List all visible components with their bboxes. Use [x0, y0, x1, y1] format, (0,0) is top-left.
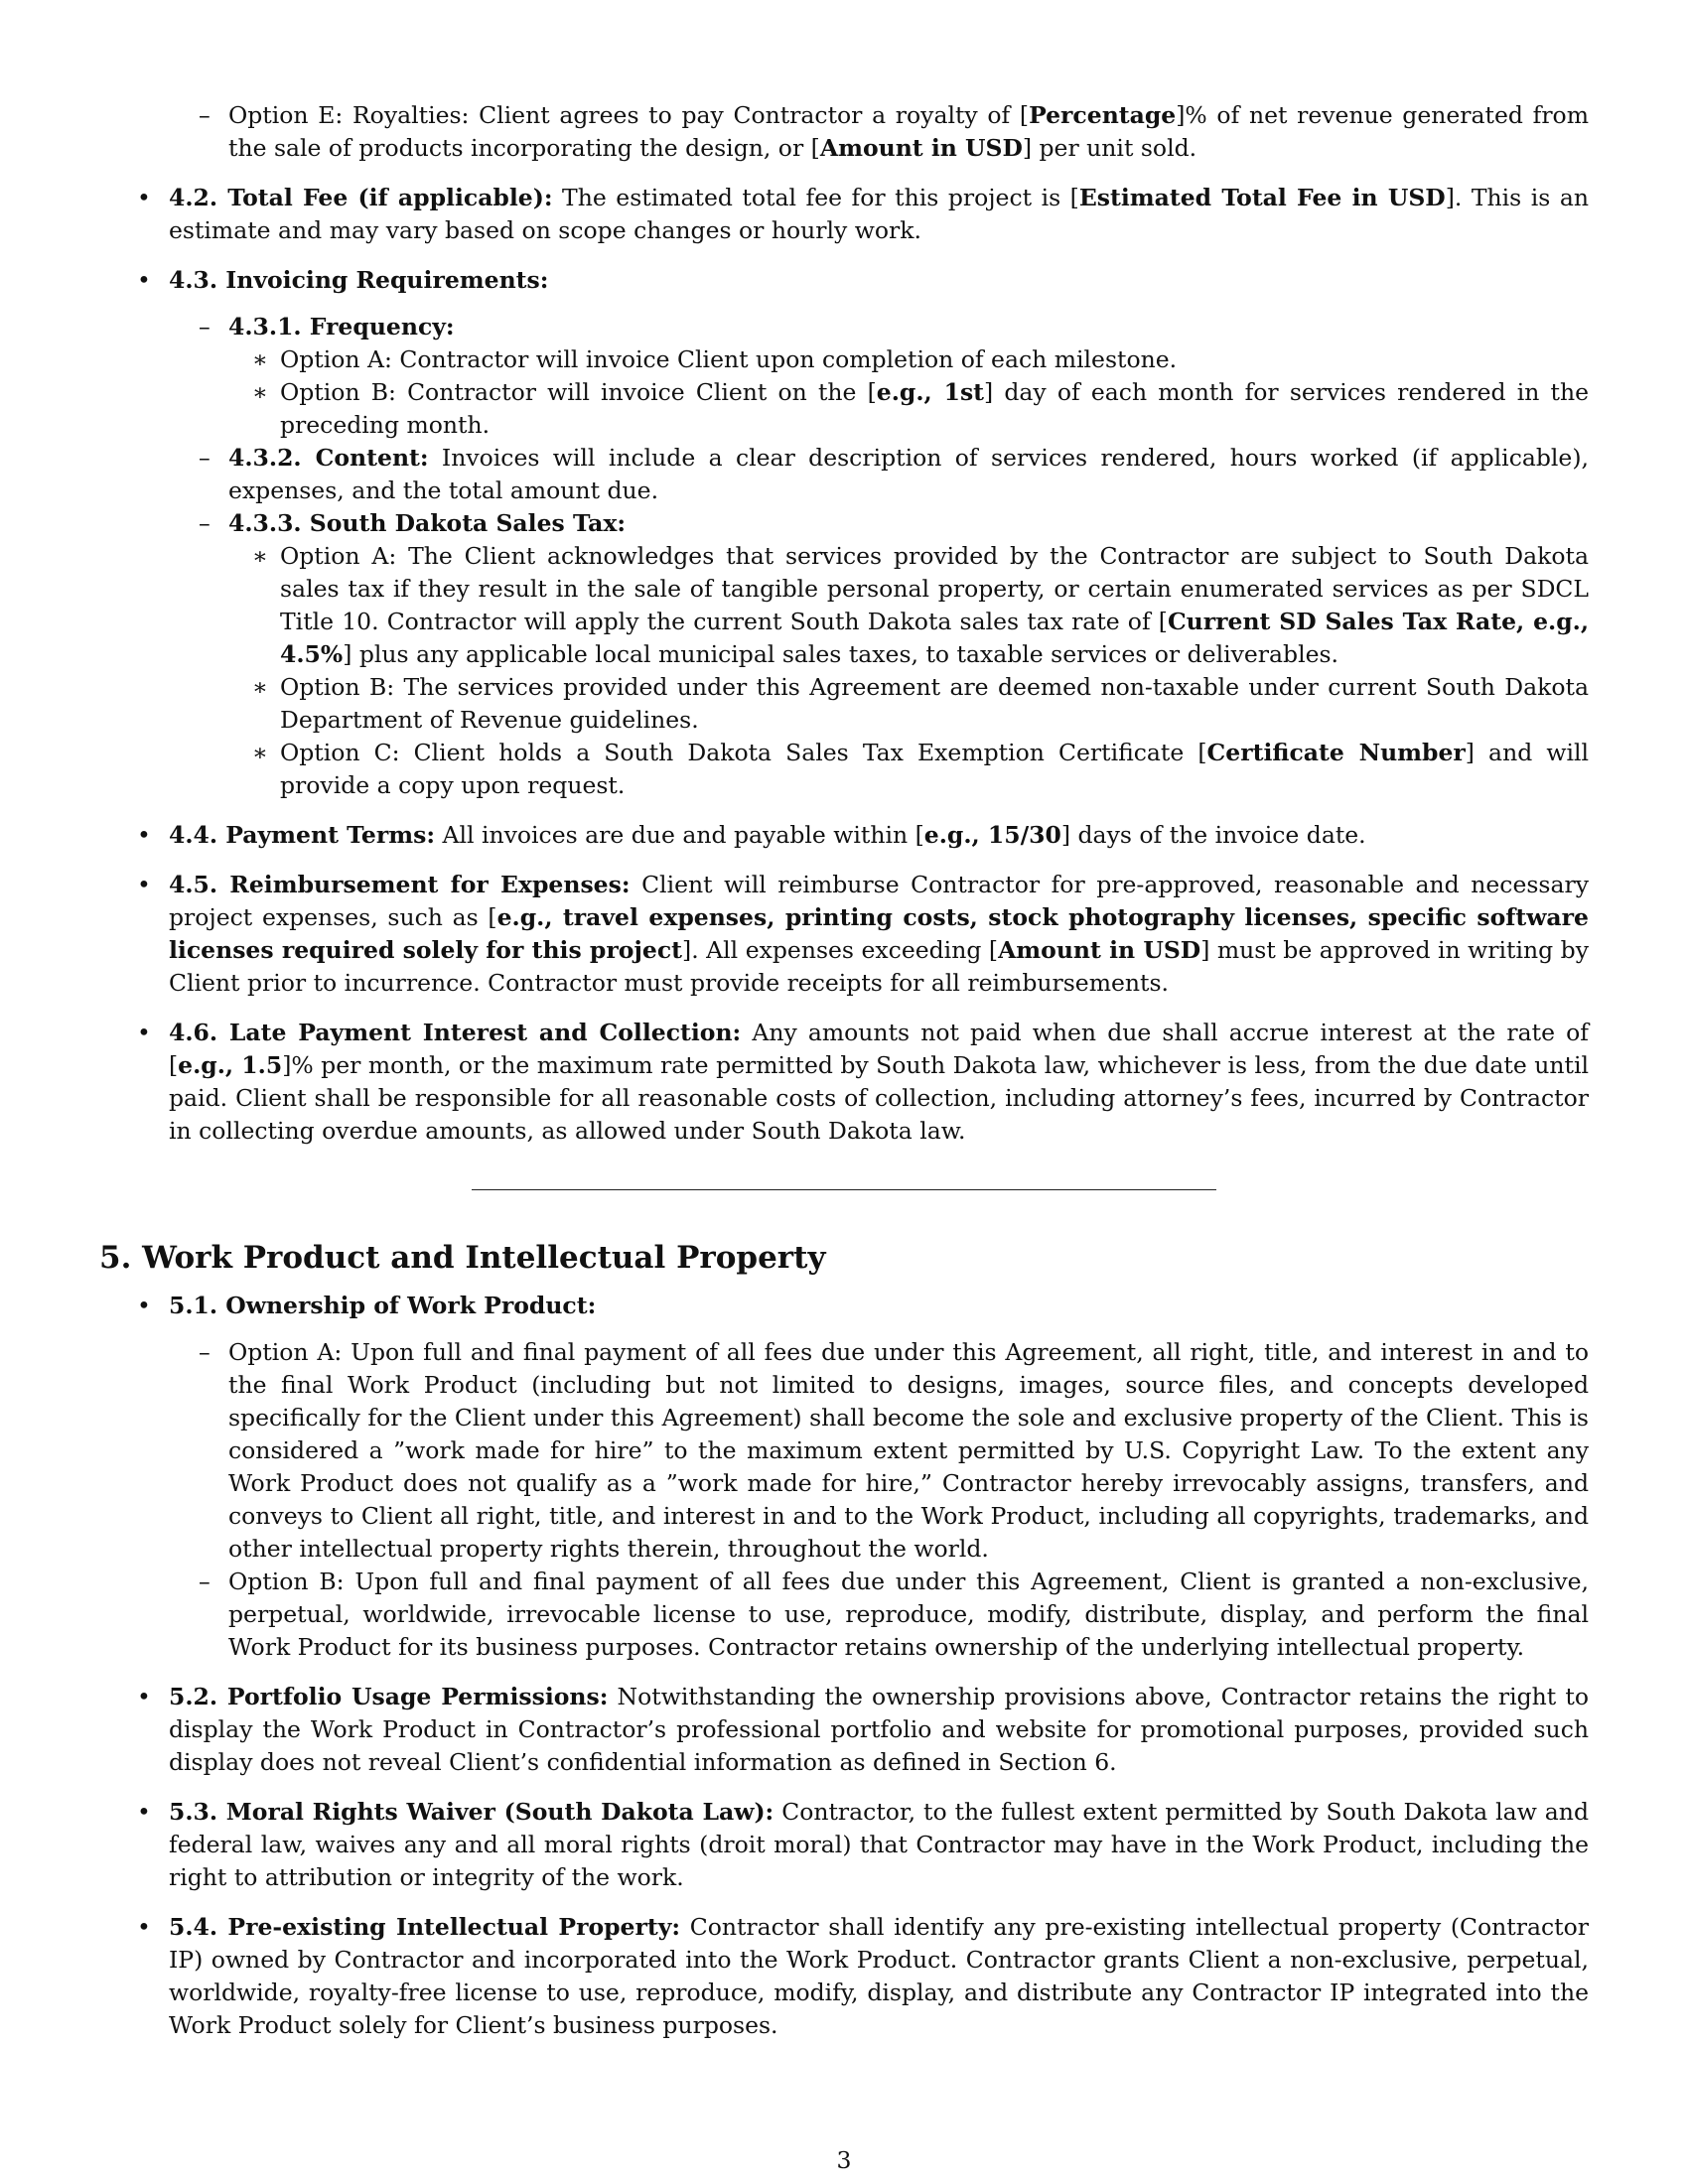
clause-4-5: • 4.5. Reimbursement for Expenses: Client will reimburse Contractor for pre-approved, reasonable and necessary project expenses, such as [e.g., travel expenses, printing costs, stock photography licenses, specific software licenses required solely for this project]. All expenses exceeding [Amount in USD] must be approved in writing by Client prior to incurrence. Contractor must provide receipts for all reimbursements.: [99, 869, 1589, 1000]
section-5-list: [99, 1290, 1589, 2042]
section-4-list: [99, 182, 1589, 1148]
section-5-heading: 5. Work Product and Intellectual Property: [99, 1240, 826, 1276]
frequency-option-b: ∗ Option B: Contractor will invoice Client on the [e.g., 1st] day of each month for services rendered in the preceding month.: [228, 376, 1589, 442]
page-number: 3: [836, 2146, 852, 2174]
tax-option-a: ∗ Option A: The Client acknowledges that services provided by the Contractor are subject to South Dakota sales tax if they result in the sale of tangible personal property, or certain enumerated services as per SDCL Title 10. Contractor will apply the current South Dakota sales tax rate of [Current SD Sales Tax Rate, e.g., 4.5%] plus any applicable local municipal sales taxes, to taxable services or deliverables.: [228, 540, 1589, 671]
clause-4-3-2: – 4.3.2. Content: Invoices will include a clear description of services rendered, hours worked (if applicable), expenses, and the total amount due.: [169, 442, 1589, 507]
clause-4-3-1: – 4.3.1. Frequency: ∗ Option A: Contractor will invoice Client upon completion of each milestone. ∗ Option B: Contractor will invoice Client on the [e.g., 1st] day of each month for services rendered in the preceding month.: [169, 311, 1589, 442]
section-divider: [472, 1189, 1216, 1190]
clause-5-1: • 5.1. Ownership of Work Product: – Option A: Upon full and final payment of all fees due under this Agreement, all right, title, and interest in and to the final Work Product (including but not limited to designs, images, source files, and concepts developed specifically for the Client under this Agreement) shall become the sole and exclusive property of the Client. This is considered a ”work made for hire” to the maximum extent permitted by U.S. Copyright Law. To the extent any Work Product does not qualify as a ”work made for hire,” Contractor hereby irrevocably assigns, transfers, and conveys to Client all right, title, and interest in and to the Work Product, including all copyrights, trademarks, and other intellectual property rights therein, throughout the world. – Option B: Upon full and final payment of all fees due under this Agreement, Client is granted a non-exclusive, perpetual, worldwide, irrevocable license to use, reproduce, modify, distribute, display, and perform the final Work Product for its business purposes. Contractor retains ownership of the underlying intellectual property.: [99, 1290, 1589, 1664]
clause-4-4: • 4.4. Payment Terms: All invoices are due and payable within [e.g., 15/30] days of the invoice date.: [99, 819, 1589, 852]
clause-5-3: • 5.3. Moral Rights Waiver (South Dakota Law): Contractor, to the fullest extent permitted by South Dakota law and federal law, waives any and all moral rights (droit moral) that Contractor may have in the Work Product, including the right to attribution or integrity of the work.: [99, 1796, 1589, 1894]
clause-4-3: • 4.3. Invoicing Requirements: – 4.3.1. Frequency: ∗ Option A: Contractor will invoice Client upon completion of each milestone. ∗ Option B: Contractor will invoice Client on the [e.g., 1st] day of each month for services rendered in the preceding month. – 4.3.2. Content: Invoices will include a clear description of services rendered, hours worked (if applicable), expenses, and the total amount due. – 4.3.3. South Dakota Sales Tax: ∗ Option A: The Client acknowledges that services provided by the Contractor are subject to South Dakota sales tax if they result in the sale of tangible personal property, or certain enumerated services as per SDCL Title 10. Contractor will apply the current South Dakota sales tax rate of [Current SD Sales Tax Rate, e.g., 4.5%] plus any applicable local municipal sales taxes, to taxable services or deliverables. ∗ Option B: The services provided under this Agreement are deemed non-taxable under current South Dakota Department of Revenue guidelines. ∗ Option C: Client holds a South Dakota Sales Tax Exemption Certificate [Certificate Number] and will provide a copy upon request.: [99, 264, 1589, 802]
clause-5-4: • 5.4. Pre-existing Intellectual Property: Contractor shall identify any pre-existing intellectual property (Contractor IP) owned by Contractor and incorporated into the Work Product. Contractor grants Client a non-exclusive, perpetual, worldwide, royalty-free license to use, reproduce, modify, display, and distribute any Contractor IP integrated into the Work Product solely for Client’s business purposes.: [99, 1911, 1589, 2042]
document-page: [99, 99, 1589, 2059]
clause-4-6: • 4.6. Late Payment Interest and Collection: Any amounts not paid when due shall accrue interest at the rate of [e.g., 1.5]% per month, or the maximum rate permitted by South Dakota law, whichever is less, from the due date until paid. Client shall be responsible for all reasonable costs of collection, including attorney’s fees, incurred by Contractor in collecting overdue amounts, as allowed under South Dakota law.: [99, 1017, 1589, 1148]
option-e-royalties: – Option E: Royalties: Client agrees to pay Contractor a royalty of [Percentage]% of net revenue generated from the sale of products incorporating the design, or [Amount in USD] per unit sold.: [99, 99, 1589, 165]
frequency-option-a: ∗ Option A: Contractor will invoice Client upon completion of each milestone.: [228, 343, 1589, 376]
clause-4-2: • 4.2. Total Fee (if applicable): The estimated total fee for this project is [Estimated Total Fee in USD]. This is an estimate and may vary based on scope changes or hourly work.: [99, 182, 1589, 247]
clause-5-2: • 5.2. Portfolio Usage Permissions: Notwithstanding the ownership provisions above, Contractor retains the right to display the Work Product in Contractor’s professional portfolio and website for promotional purposes, provided such display does not reveal Client’s confidential information as defined in Section 6.: [99, 1681, 1589, 1779]
ownership-option-a: – Option A: Upon full and final payment of all fees due under this Agreement, all right, title, and interest in and to the final Work Product (including but not limited to designs, images, source files, and concepts developed specifically for the Client under this Agreement) shall become the sole and exclusive property of the Client. This is considered a ”work made for hire” to the maximum extent permitted by U.S. Copyright Law. To the extent any Work Product does not qualify as a ”work made for hire,” Contractor hereby irrevocably assigns, transfers, and conveys to Client all right, title, and interest in and to the Work Product, including all copyrights, trademarks, and other intellectual property rights therein, throughout the world.: [169, 1336, 1589, 1566]
tax-option-c: ∗ Option C: Client holds a South Dakota Sales Tax Exemption Certificate [Certificate Number] and will provide a copy upon request.: [228, 737, 1589, 802]
tax-option-b: ∗ Option B: The services provided under this Agreement are deemed non-taxable under current South Dakota Department of Revenue guidelines.: [228, 671, 1589, 737]
clause-4-3-3: – 4.3.3. South Dakota Sales Tax: ∗ Option A: The Client acknowledges that services provided by the Contractor are subject to South Dakota sales tax if they result in the sale of tangible personal property, or certain enumerated services as per SDCL Title 10. Contractor will apply the current South Dakota sales tax rate of [Current SD Sales Tax Rate, e.g., 4.5%] plus any applicable local municipal sales taxes, to taxable services or deliverables. ∗ Option B: The services provided under this Agreement are deemed non-taxable under current South Dakota Department of Revenue guidelines. ∗ Option C: Client holds a South Dakota Sales Tax Exemption Certificate [Certificate Number] and will provide a copy upon request.: [169, 507, 1589, 802]
ownership-option-b: – Option B: Upon full and final payment of all fees due under this Agreement, Client is granted a non-exclusive, perpetual, worldwide, irrevocable license to use, reproduce, modify, distribute, display, and perform the final Work Product for its business purposes. Contractor retains ownership of the underlying intellectual property.: [169, 1566, 1589, 1664]
